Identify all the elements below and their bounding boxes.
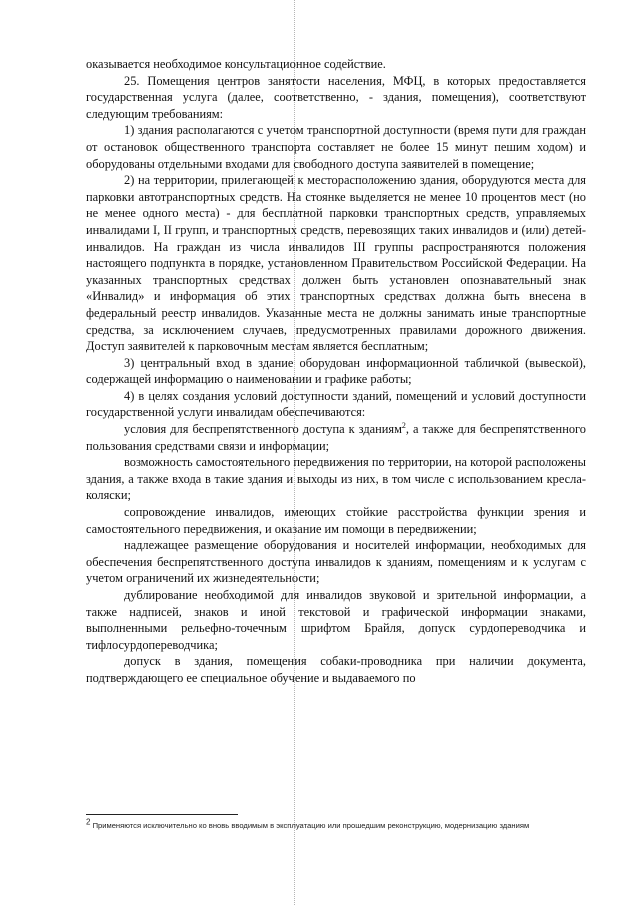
paragraph-duplication: дублирование необходимой для инвалидов звуковой и зрительной информации, а также надписей, знаков и иной текстовой и графической информации знаками, выполненными рельефно-точечным шрифтом Брайля, допуск сурдопереводчика и тифлосурдопереводчика;	[86, 588, 586, 652]
access-conditions-text: условия для беспрепятственного доступа к зданиям	[124, 422, 402, 437]
paragraph-item-3: 3) центральный вход в здание оборудован информационной табличкой (вывеской), содержащей информацию о наименовании и графике работы;	[86, 355, 586, 387]
paragraph-mobility: возможность самостоятельного передвижения по территории, на которой расположены здания, а также входа в такие здания и выходы из них, в том числе с использованием кресла-коляски;	[86, 455, 586, 503]
paragraph-guide-dog: допуск в здания, помещения собаки-проводника при наличии документа, подтверждающего ее специальное обучение и выдаваемого по	[86, 654, 586, 685]
paragraph-item-1: 1) здания располагаются с учетом транспортной доступности (время пути для граждан от остановок общественного транспорта составляет не более 15 минут пешим ходом) и оборудованы отдельными входами для свободного доступа заявителей в помещение;	[86, 123, 586, 171]
footnote-number: 2	[86, 817, 91, 827]
paragraph-continuation: оказывается необходимое консультационное содействие.	[86, 57, 386, 71]
paragraph-25: 25. Помещения центров занятости населения, МФЦ, в которых предоставляется государственная услуга (далее, соответственно, - здания, помещения), соответствуют следующим требованиям:	[86, 73, 586, 121]
paragraph-access-conditions	[86, 421, 586, 454]
footnote	[86, 817, 586, 832]
footnote-ref: 2	[401, 420, 406, 430]
document-body	[86, 56, 586, 687]
paragraph-escort: сопровождение инвалидов, имеющих стойкие расстройства функции зрения и самостоятельного передвижения, и оказание им помощи в передвижении;	[86, 505, 586, 536]
paragraph-item-2: 2) на территории, прилегающей к месторасположению здания, оборудуются места для парковки автотранспортных средств. На стоянке выделяется не менее 10 процентов мест (но не менее одного места) - для бесплатной парковки транспортных средств, управляемых инвалидами I, II групп, и транспортных средств, перевозящих таких инвалидов и (или) детей-инвалидов. На граждан из числа инвалидов III группы распространяются положения настоящего подпункта в порядке, установленном Правительством Российской Федерации. На указанных транспортных средствах должен быть установлен опознавательный знак «Инвалид» и информация об этих транспортных средствах должна быть внесена в федеральный реестр инвалидов. Указанные места не должны занимать иные транспортные средства, за исключением случаев, предусмотренных правилами дорожного движения. Доступ заявителей к парковочным местам является бесплатным;	[86, 173, 586, 354]
footnote-text: Применяются исключительно ко вновь вводимым в эксплуатацию или прошедшим реконструкцию, модернизацию зданиям	[90, 821, 530, 830]
paragraph-equipment: надлежащее размещение оборудования и носителей информации, необходимых для обеспечения беспрепятственного доступа инвалидов к зданиям, помещениям и к услугам с учетом ограничений их жизнедеятельности;	[86, 538, 586, 586]
access-conditions-text-end: , а также для беспрепятственного пользования средствами связи и информации;	[86, 422, 586, 453]
footnote-separator	[86, 814, 238, 815]
paragraph-item-4: 4) в целях создания условий доступности зданий, помещений и условий доступности государственной услуги инвалидам обеспечиваются:	[86, 388, 586, 420]
